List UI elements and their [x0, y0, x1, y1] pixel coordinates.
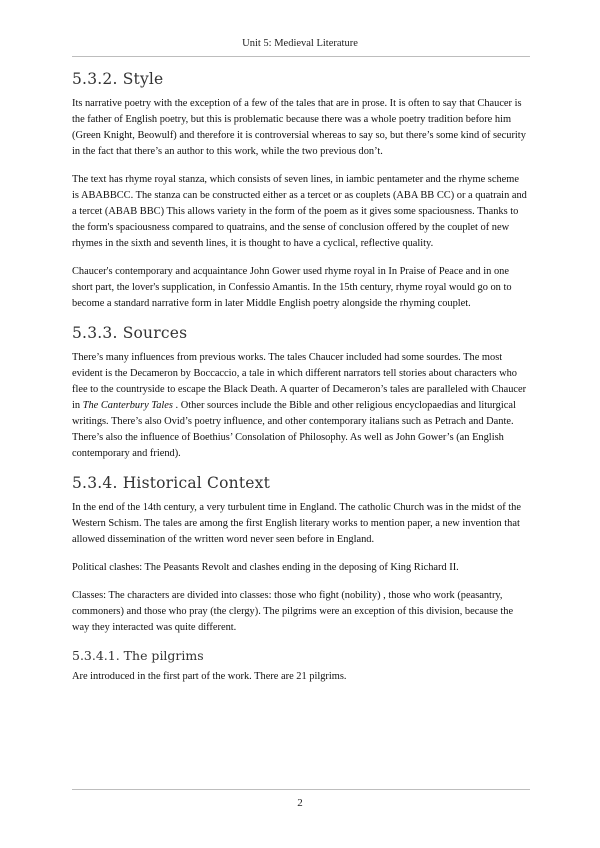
historical-paragraph-3: Classes: The characters are divided into classes: those who fight (nobility) , those who work (peasantry, commoners) and those who pray (the clergy). The pilgrims were an exception of this division, because the way they interacted was quite different. [72, 590, 514, 633]
running-header: Unit 5: Medieval Literature [242, 38, 358, 49]
heading-sources: 5.3.3. Sources [72, 324, 188, 342]
heading-historical-context: 5.3.4. Historical Context [72, 474, 271, 492]
page-body [72, 70, 528, 697]
style-paragraph-1: Its narrative poetry with the exception of a few of the tales that are in prose. It is often to say that Chaucer is the father of English poetry, but this is problematic because there was a whole poetry tradition before him (Green Knight, Beowulf) and therefore it is controversial whereas to say so, but there’s some kind of security in the fact that there’s an author to this work, while the two previous don’t. [72, 98, 526, 157]
style-paragraph-2: The text has rhyme royal stanza, which consists of seven lines, in iambic pentameter and the rhyme scheme is ABABBCC. The stanza can be constructed either as a tercet or as couplets (ABA BB CC) or a quatrain and a tercet (ABAB BBC) This allows variety in the form of the poem as it gives some spaciousness. Thanks to the form's spaciousness compared to quatrains, and the sense of conclusion offered by the couplet of new rhymes in the sixth and seventh lines, it is thought to have a cyclical, reflective quality. [72, 174, 527, 249]
historical-paragraph-2: Political clashes: The Peasants Revolt and clashes ending in the deposing of King Richard II. [72, 562, 459, 573]
sources-paragraph-1 [72, 350, 528, 462]
page-number: 2 [297, 797, 303, 809]
sources-text-a: There’s many influences from previous works. The tales Chaucer included had some sourdes. The most evident is the Decameron by Boccaccio, a tale in which different narrators tell stories about characters who flee to the countryside to escape the Black Death. A quarter of Decameron’s tales are paralleled with Chaucer in [72, 352, 527, 411]
footer-rule [72, 789, 530, 790]
historical-paragraph-1: In the end of the 14th century, a very turbulent time in England. The catholic Church was in the midst of the Western Schism. The tales are among the first English literary works to mention paper, a new invention that allowed dissemination of the written word never seen before in England. [72, 502, 521, 545]
heading-pilgrims: 5.3.4.1. The pilgrims [72, 648, 204, 663]
style-paragraph-3: Chaucer's contemporary and acquaintance John Gower used rhyme royal in In Praise of Peace and in one short part, the lover's supplication, in Confessio Amantis. In the 15th century, rhyme royal would go on to become a standard narrative form in later Middle English poetry alongside the rhyming couplet. [72, 266, 512, 309]
heading-style: 5.3.2. Style [72, 70, 164, 88]
work-title: The Canterbury Tales [82, 400, 173, 411]
header-rule [72, 56, 530, 57]
pilgrims-paragraph-1: Are introduced in the first part of the work. There are 21 pilgrims. [72, 671, 347, 682]
sources-text-b: . Other sources include the Bible and other religious encyclopaedias and liturgical writings. There’s also Ovid’s poetry influence, and other contemporary italians such as Petrach and Dante. There’s also the influence of Boethius’ Consolation of Philosophy. As well as John Gower’s (an English contemporary and friend). [72, 400, 516, 459]
